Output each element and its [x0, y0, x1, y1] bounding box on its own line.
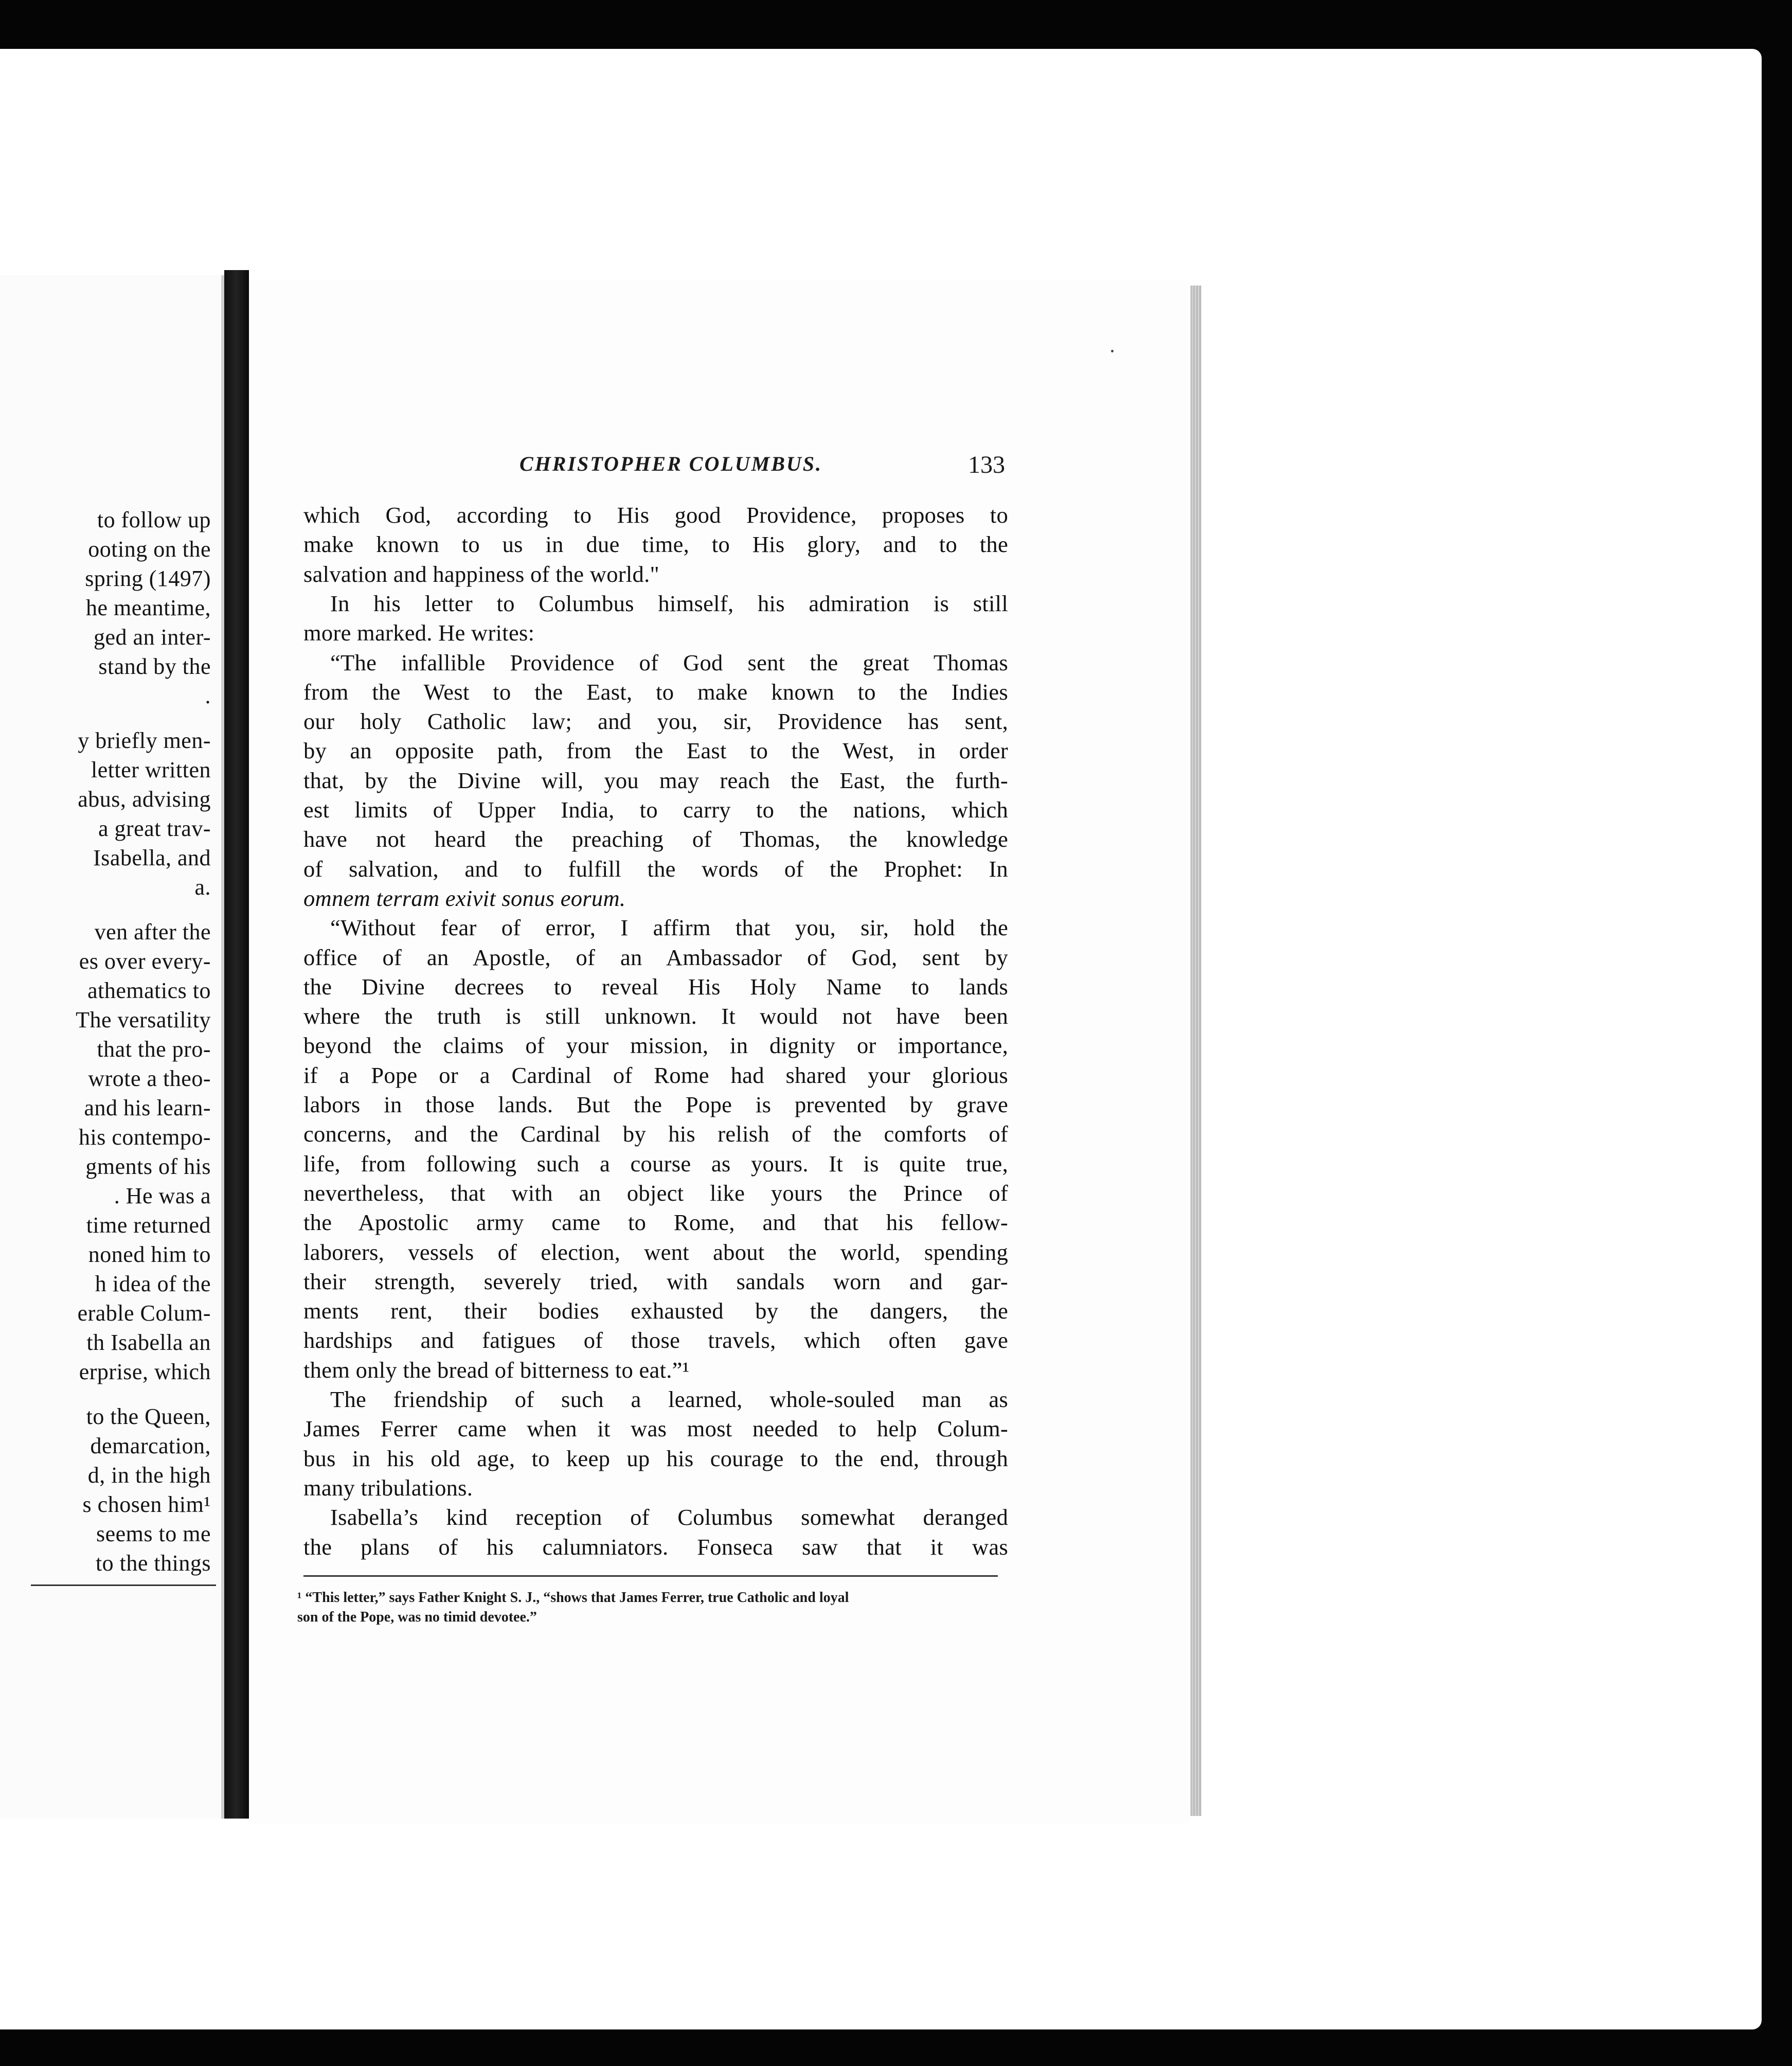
- left-page-line: s chosen him¹: [82, 1492, 211, 1517]
- left-page-line: Isabella, and: [93, 845, 211, 870]
- body-line: of salvation, and to fulfill the words of the Prophet: In: [303, 856, 1008, 882]
- left-page-line: his contempo-: [78, 1125, 211, 1150]
- left-page-line: .: [205, 683, 211, 708]
- body-line: our holy Catholic law; and you, sir, Providence has sent,: [303, 708, 1008, 734]
- left-page-line: letter written: [91, 757, 211, 782]
- left-page-line: erable Colum-: [77, 1301, 211, 1326]
- left-page-line: demarcation,: [90, 1433, 211, 1458]
- film-border-top: [0, 0, 1792, 31]
- left-page-line: es over every-: [79, 949, 211, 974]
- body-line: more marked. He writes:: [303, 620, 535, 646]
- left-page-line: th Isabella an: [86, 1330, 211, 1355]
- body-line: beyond the claims of your mission, in dignity or importance,: [303, 1032, 1008, 1058]
- body-line: them only the bread of bitterness to eat.”¹: [303, 1357, 690, 1383]
- page-edge: [1190, 286, 1202, 1816]
- page-number: 133: [968, 451, 1005, 478]
- body-line: life, from following such a course as yours. It is quite true,: [303, 1151, 1008, 1177]
- footnote-line: ¹ “This letter,” says Father Knight S. J., “shows that James Ferrer, true Catholic and loyal: [297, 1590, 849, 1606]
- left-page-line: a.: [194, 875, 211, 900]
- body-line: by an opposite path, from the East to the West, in order: [303, 738, 1008, 763]
- body-line: The friendship of such a learned, whole-souled man as: [330, 1386, 1008, 1412]
- left-page-line: seems to me: [96, 1521, 211, 1546]
- body-line: from the West to the East, to make known to the Indies: [303, 679, 1008, 705]
- left-page: [0, 275, 224, 1819]
- film-border-bottom: [0, 2029, 1792, 2066]
- body-line: “The infallible Providence of God sent the great Thomas: [330, 650, 1008, 675]
- body-line: labors in those lands. But the Pope is prevented by grave: [303, 1092, 1008, 1117]
- body-line: salvation and happiness of the world.": [303, 561, 659, 587]
- left-page-line: . He was a: [114, 1183, 211, 1208]
- body-line: hardships and fatigues of those travels, which often gave: [303, 1327, 1008, 1353]
- body-line: In his letter to Columbus himself, his admiration is still: [330, 591, 1008, 616]
- left-page-line: h idea of the: [95, 1271, 211, 1296]
- footnote-rule: [303, 1575, 998, 1577]
- left-page-line: stand by the: [98, 654, 211, 679]
- body-line: many tribulations.: [303, 1475, 473, 1501]
- body-text: [303, 502, 1008, 1560]
- body-line: their strength, severely tried, with sandals worn and gar-: [303, 1269, 1008, 1294]
- left-footnote-rule: [31, 1584, 216, 1586]
- body-line: James Ferrer came when it was most needed to help Colum-: [303, 1416, 1008, 1441]
- body-line: Isabella’s kind reception of Columbus somewhat deranged: [330, 1504, 1008, 1530]
- body-line: make known to us in due time, to His glory, and to the: [303, 531, 1008, 557]
- body-line: “Without fear of error, I affirm that you, sir, hold the: [330, 915, 1008, 940]
- left-page-line: he meantime,: [85, 595, 211, 620]
- body-line: have not heard the preaching of Thomas, the knowledge: [303, 826, 1008, 852]
- left-page-line: ged an inter-: [94, 625, 211, 650]
- body-line: that, by the Divine will, you may reach the East, the furth-: [303, 768, 1008, 793]
- body-line: est limits of Upper India, to carry to the nations, which: [303, 797, 1008, 823]
- running-head: CHRISTOPHER COLUMBUS.: [519, 452, 823, 475]
- body-line: ments rent, their bodies exhausted by the dangers, the: [303, 1298, 1008, 1324]
- left-page-line: erprise, which: [79, 1359, 211, 1384]
- left-page-line: that the pro-: [97, 1037, 211, 1062]
- left-page-line: to follow up: [97, 507, 211, 532]
- left-page-line: and his learn-: [84, 1095, 211, 1120]
- left-page-line: y briefly men-: [78, 728, 211, 753]
- body-line: office of an Apostle, of an Ambassador of God, sent by: [303, 945, 1008, 970]
- left-page-line: The versatility: [76, 1007, 211, 1032]
- body-line: laborers, vessels of election, went about the world, spending: [303, 1239, 1008, 1265]
- book-spine: [224, 270, 249, 1819]
- body-line: bus in his old age, to keep up his courage to the end, through: [303, 1446, 1008, 1471]
- left-page-line: gments of his: [85, 1154, 211, 1179]
- left-page-line: spring (1497): [85, 566, 211, 591]
- left-page-line: ooting on the: [88, 537, 211, 562]
- left-page-line: d, in the high: [87, 1463, 211, 1488]
- body-line: the Divine decrees to reveal His Holy Name to lands: [303, 974, 1008, 1000]
- body-line: omnem terram exivit sonus eorum.: [303, 885, 626, 911]
- body-line: where the truth is still unknown. It would not have been: [303, 1003, 1008, 1029]
- left-page-line: abus, advising: [78, 787, 211, 812]
- footnote-line: son of the Pope, was no timid devotee.”: [297, 1609, 537, 1625]
- body-line: the plans of his calumniators. Fonseca saw that it was: [303, 1534, 1008, 1560]
- left-page-line: ven after the: [94, 919, 211, 945]
- left-page-line: to the Queen,: [86, 1404, 211, 1429]
- body-line: which God, according to His good Providence, proposes to: [303, 502, 1008, 528]
- body-line: the Apostolic army came to Rome, and that his fellow-: [303, 1209, 1008, 1235]
- left-page-line: time returned: [86, 1213, 211, 1238]
- left-page-line: athematics to: [87, 978, 211, 1003]
- left-page-line: noned him to: [88, 1242, 211, 1267]
- left-page-line: wrote a theo-: [88, 1066, 211, 1091]
- body-line: if a Pope or a Cardinal of Rome had shared your glorious: [303, 1062, 1008, 1088]
- body-line: nevertheless, that with an object like yours the Prince of: [303, 1180, 1008, 1206]
- scan-speck: [1111, 350, 1114, 352]
- left-page-line: a great trav-: [98, 816, 211, 841]
- body-line: concerns, and the Cardinal by his relish of the comforts of: [303, 1121, 1008, 1147]
- left-page-line: to the things: [95, 1551, 211, 1576]
